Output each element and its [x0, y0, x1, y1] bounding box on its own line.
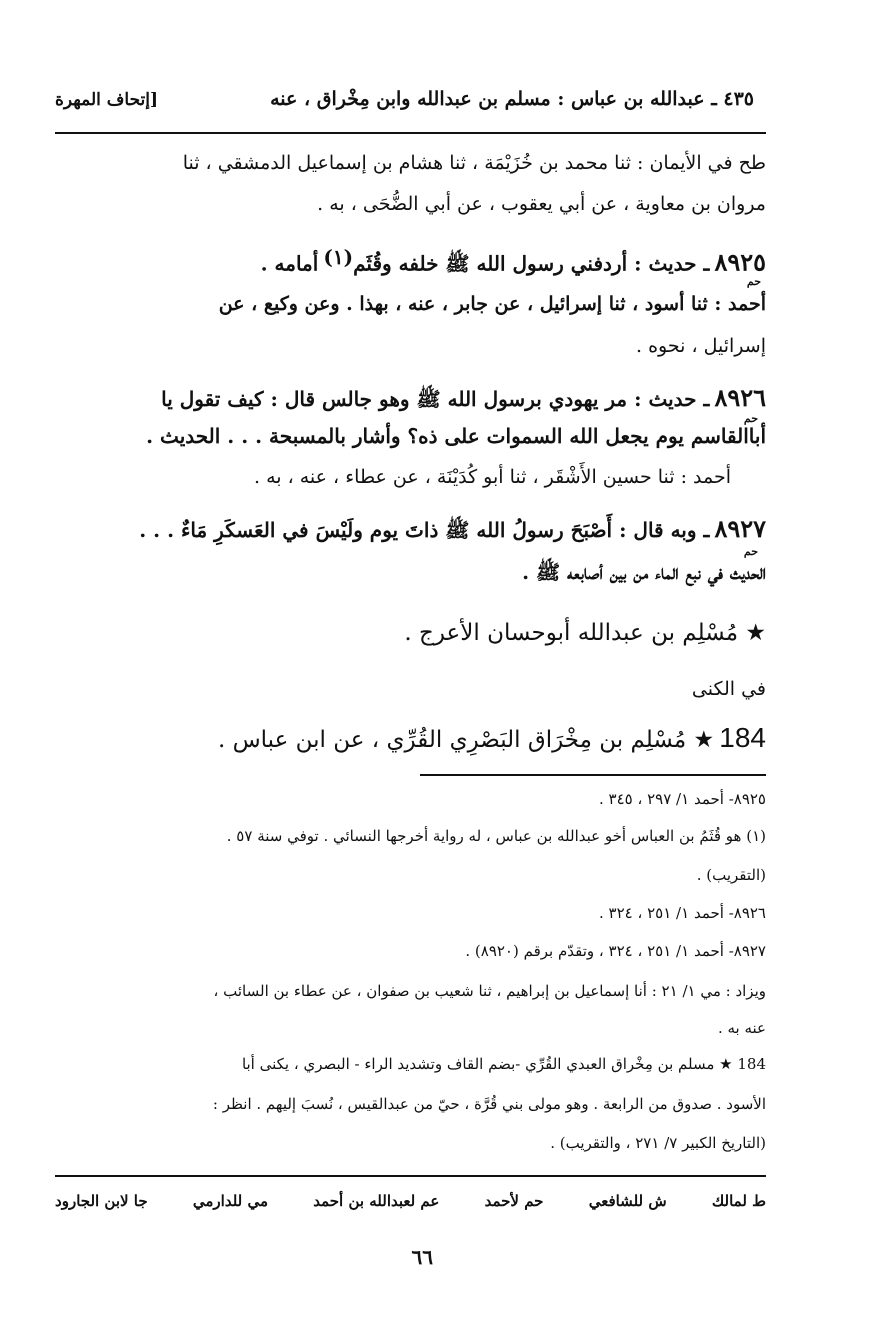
source-marker: حم — [743, 412, 758, 425]
abbreviation-item: جا لابن الجارود — [55, 1192, 148, 1210]
hadith-heading-text: ـ وبه قال : أَصْبَحَ رسولُ الله ﷺ ذاتَ يوم ولَيْسَ في العَسكَرِ مَاءٌ . . . — [139, 518, 710, 542]
footnote: 184 ★ مسلم بن مِخْراق العبدي القُرِّي -بضم القاف وتشديد الراء - البصري ، يكنى أبا — [241, 1055, 766, 1073]
hadith-heading-line2: الحديث في نبع الماء من بين أصابعه ﷺ . — [522, 560, 766, 584]
footnote-ref: (١) — [323, 245, 354, 269]
footnote: (التاريخ الكبير ٧/ ٢٧١ ، والتقريب) . — [550, 1134, 766, 1152]
footnote: ٨٩٢٦- أحمد ١/ ٢٥١ ، ٣٢٤ . — [599, 904, 766, 922]
intro-line: مروان بن معاوية ، عن أبي يعقوب ، عن أبي الضُّحَى ، به . — [317, 193, 766, 215]
hadith-heading — [261, 245, 766, 280]
hadith-heading-text: ـ حديث : أردفني رسول الله ﷺ خلفه وقُثَم — [353, 251, 710, 276]
narrator-entry — [218, 722, 766, 754]
abbreviation-item: حم لأحمد — [484, 1192, 544, 1210]
abbreviation-item: عم لعبدالله بن أحمد — [313, 1192, 440, 1210]
footnote: الأسود . صدوق من الرابعة . وهو مولى بني قُرَّة ، حيّ من عبدالقيس ، نُسبَ إليهم . انظر : — [212, 1095, 766, 1113]
entry-text: ★ مُسْلِم بن مِخْرَاق البَصْرِي القُرِّي ، عن ابن عباس . — [217, 727, 715, 753]
footnote: (١) هو قُثَمُ بن العباس أخو عبدالله بن عباس ، له رواية أخرجها النسائي . توفي سنة ٥٧ . — [226, 827, 766, 845]
abbreviation-item: مي للدارمي — [192, 1192, 268, 1210]
hadith-heading-line2: أباالقاسم يوم يجعل الله السموات على ذه؟ وأشار بالمسبحة . . . الحديث . — [146, 424, 766, 448]
entry-number: 184 — [719, 722, 766, 753]
abbreviation-item: ط لمالك — [711, 1192, 766, 1210]
narrator-note: في الكنى — [691, 678, 766, 700]
footnote: ويزاد : مي ١/ ٢١ : أنا إسماعيل بن إبراهيم ، ثنا شعيب بن صفوان ، عن عطاء بن السائب ، — [213, 982, 766, 1000]
narrator-entry: ★ مُسْلِم بن عبدالله أبوحسان الأعرج . — [404, 620, 766, 646]
running-header-book: [إتحاف المهرة — [55, 90, 159, 110]
footnote: ٨٩٢٥- أحمد ١/ ٢٩٧ ، ٣٤٥ . — [599, 790, 766, 808]
hadith-heading-tail: أمامه . — [260, 251, 319, 276]
abbreviations-rule — [55, 1175, 766, 1177]
footnote-rule — [420, 774, 766, 776]
footnote: ٨٩٢٧- أحمد ١/ ٢٥١ ، ٣٢٤ ، وتقدّم برقم (٨٩٢٠) . — [465, 942, 766, 960]
source-marker: حم — [746, 275, 761, 288]
hadith-heading — [139, 514, 766, 547]
header-rule — [55, 132, 766, 134]
hadith-number: ٨٩٢٧ — [714, 514, 766, 543]
footnote: عنه به . — [717, 1019, 766, 1037]
footnote: (التقريب) . — [696, 866, 766, 884]
abbreviation-key — [55, 1192, 766, 1210]
hadith-heading-text: ـ حديث : مر يهودي برسول الله ﷺ وهو جالس قال : كيف تقول يا — [161, 387, 710, 411]
hadith-number: ٨٩٢٦ — [714, 383, 766, 412]
intro-line: طح في الأيمان : ثنا محمد بن خُزَيْمَة ، ثنا هشام بن إسماعيل الدمشقي ، ثنا — [182, 152, 766, 174]
hadith-line: أحمد : ثنا حسين الأَشْقَر ، ثنا أبو كُدَيْنَة ، عن عطاء ، عنه ، به . — [253, 466, 731, 488]
hadith-line: أحمد : ثنا أسود ، ثنا إسرائيل ، عن جابر ، عنه ، بهذا . وعن وكيع ، عن — [218, 293, 766, 315]
abbreviation-item: ش للشافعي — [588, 1192, 667, 1210]
hadith-heading — [161, 383, 766, 416]
page-number: ٦٦ — [411, 1245, 433, 1269]
hadith-number: ٨٩٢٥ — [714, 247, 766, 277]
source-marker: حم — [743, 545, 758, 558]
hadith-line: إسرائيل ، نحوه . — [636, 335, 766, 357]
running-header-title: ٤٣٥ ـ عبدالله بن عباس : مسلم بن عبدالله وابن مِخْراق ، عنه — [270, 88, 754, 110]
